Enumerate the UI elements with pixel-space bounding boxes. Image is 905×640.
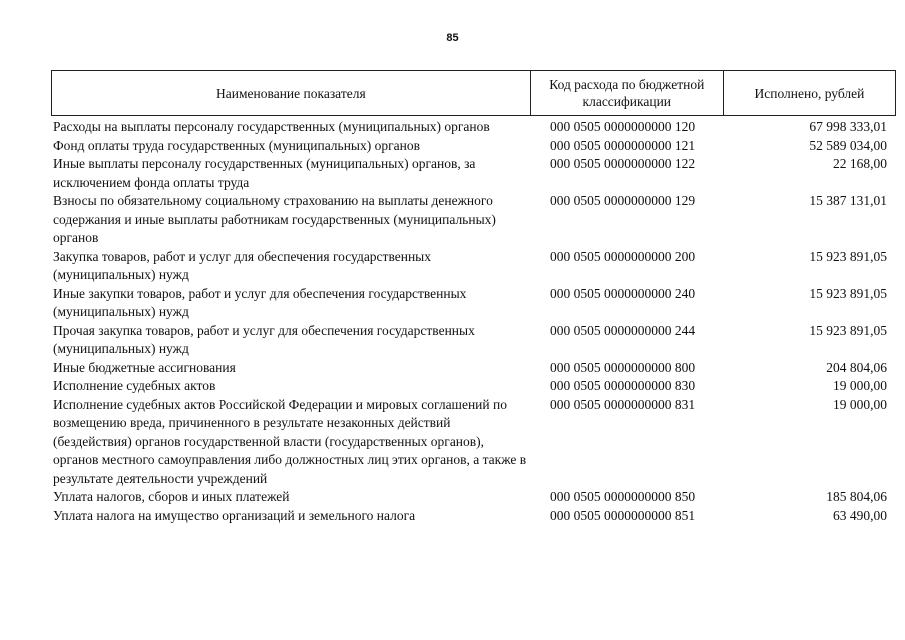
- row-amount: 15 923 891,05: [809, 285, 887, 301]
- row-amount: 185 804,06: [826, 489, 887, 504]
- row-amount: 67 998 333,01: [809, 119, 887, 134]
- table-row: [51, 377, 896, 396]
- row-code: 000 0505 0000000000 121: [550, 137, 696, 153]
- table-row: [51, 248, 896, 285]
- row-name: Закупка товаров, работ и услуг для обеспечения государственных (муниципальных) нужд: [53, 248, 432, 282]
- row-name: Исполнение судебных актов: [53, 378, 216, 393]
- header-amount: Исполнено, рублей: [754, 85, 865, 101]
- table-body: [51, 118, 896, 525]
- row-name: Иные выплаты персоналу государственных (муниципальных) органов, за исключением фонда оплаты труда: [53, 156, 476, 190]
- row-name: Уплата налога на имущество организаций и земельного налога: [53, 507, 416, 523]
- row-code: 000 0505 0000000000 240: [550, 285, 696, 301]
- row-code: 000 0505 0000000000 129: [550, 193, 696, 208]
- table-row: [51, 137, 896, 156]
- table-row: [51, 285, 896, 322]
- row-amount: 15 923 891,05: [809, 248, 887, 264]
- row-code: 000 0505 0000000000 800: [550, 359, 696, 375]
- row-name: Прочая закупка товаров, работ и услуг для обеспечения государственных (муниципальных) нужд: [53, 322, 475, 356]
- table-row: [51, 322, 896, 359]
- row-code: 000 0505 0000000000 850: [550, 489, 696, 504]
- row-name: Иные закупки товаров, работ и услуг для обеспечения государственных (муниципальных) нужд: [53, 285, 467, 319]
- row-name: Исполнение судебных актов Российской Федерации и мировых соглашений по возмещению вреда, причиненного в результате незаконных действий (бездействия) органов государственной власти (государственных органов), органов местного самоуправления либо должностных лиц этих органов, а также в результате деятельности учреждений: [53, 396, 527, 486]
- row-amount: 15 387 131,01: [809, 193, 887, 208]
- row-amount: 52 589 034,00: [809, 137, 887, 153]
- row-amount: 19 000,00: [833, 396, 887, 412]
- row-amount: 63 490,00: [833, 507, 887, 523]
- row-name: Расходы на выплаты персоналу государственных (муниципальных) органов: [53, 119, 490, 134]
- table-row: [51, 396, 896, 489]
- row-amount: 22 168,00: [833, 156, 887, 171]
- row-amount: 19 000,00: [833, 378, 887, 393]
- table-row: [51, 155, 896, 192]
- row-code: 000 0505 0000000000 200: [550, 248, 696, 264]
- page-number: 85: [446, 32, 459, 44]
- table-row: [51, 118, 896, 137]
- row-name: Фонд оплаты труда государственных (муниципальных) органов: [53, 137, 420, 153]
- header-code: Код расхода по бюджетной классификации: [531, 71, 724, 115]
- header-name: Наименование показателя: [52, 71, 531, 115]
- row-amount: 204 804,06: [826, 359, 887, 375]
- row-amount: 15 923 891,05: [809, 322, 887, 338]
- row-code: 000 0505 0000000000 830: [550, 378, 696, 393]
- table-row: [51, 359, 896, 378]
- row-code: 000 0505 0000000000 851: [550, 507, 696, 523]
- row-name: Иные бюджетные ассигнования: [53, 359, 236, 375]
- row-code: 000 0505 0000000000 831: [550, 396, 696, 412]
- row-code: 000 0505 0000000000 244: [550, 322, 696, 338]
- budget-table: [51, 70, 896, 525]
- table-row: [51, 192, 896, 248]
- table-row: [51, 488, 896, 507]
- row-code: 000 0505 0000000000 122: [550, 156, 696, 171]
- row-name: Уплата налогов, сборов и иных платежей: [53, 489, 290, 504]
- table-row: [51, 507, 896, 526]
- row-code: 000 0505 0000000000 120: [550, 119, 696, 134]
- table-header: [51, 70, 896, 116]
- row-name: Взносы по обязательному социальному страхованию на выплаты денежного содержания и иные выплаты работникам государственных (муниципальных) органов: [53, 193, 496, 245]
